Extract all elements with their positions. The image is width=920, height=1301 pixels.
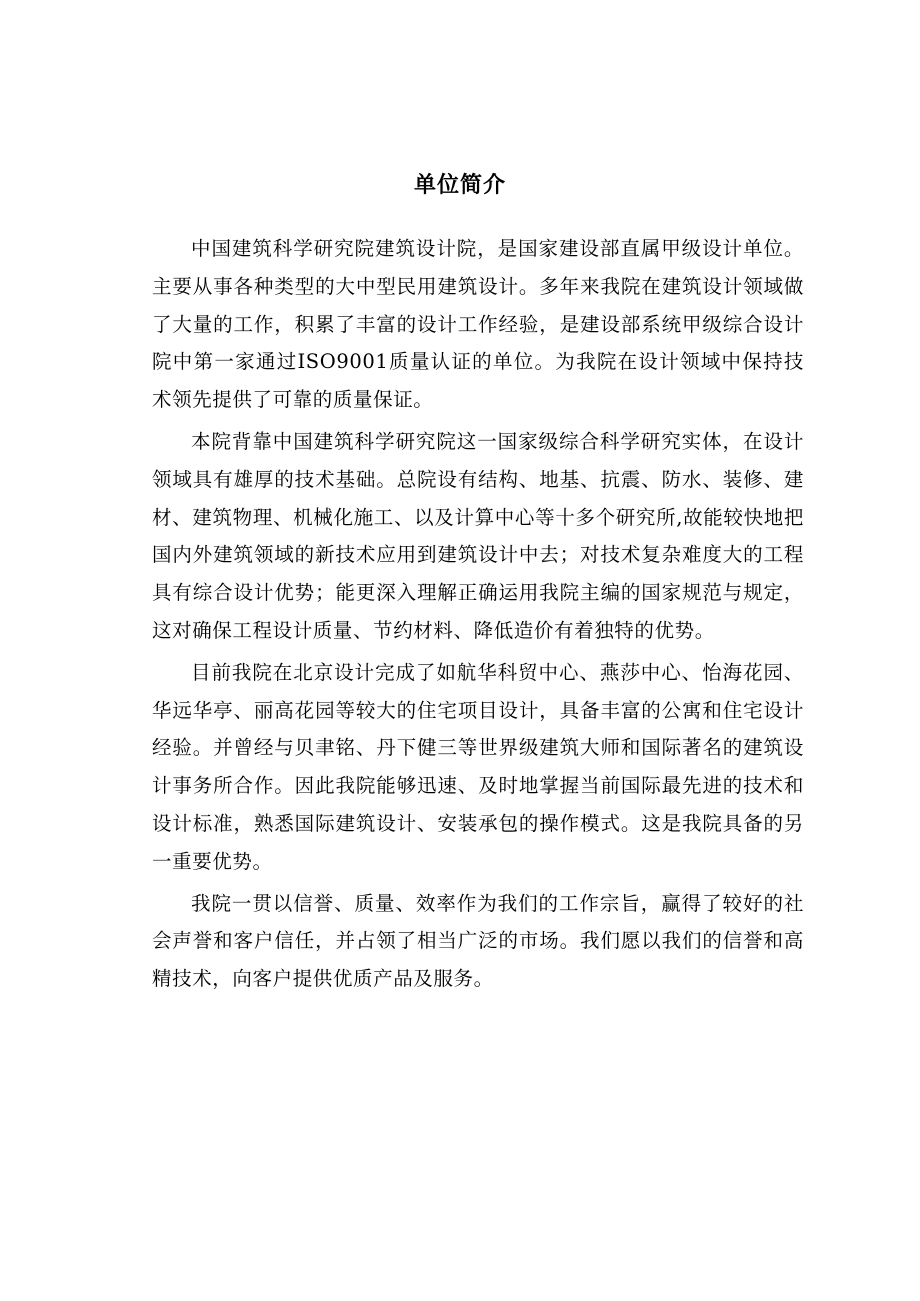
paragraph-2: 本院背靠中国建筑科学研究院这一国家级综合科学研究实体，在设计领域具有雄厚的技术基础。总院设有结构、地基、抗震、防水、装修、建材、建筑物理、机械化施工、以及计算中心等十多个研究所,故能较快地把国内外建筑领域的新技术应用到建筑设计中去；对技术复杂难度大的工程具有综合设计优势；能更深入理解正确运用我院主编的国家规范与规定，这对确保工程设计质量、节约材料、降低造价有着独特的优势。 — [152, 429, 804, 642]
page-title: 单位简介 — [413, 173, 506, 198]
paragraph-1: 中国建筑科学研究院建筑设计院，是国家建设部直属甲级设计单位。主要从事各种类型的大中型民用建筑设计。多年来我院在建筑设计领域做了大量的工作，积累了丰富的设计工作经验，是建设部系统甲级综合设计院中第一家通过ISO9001质量认证的单位。为我院在设计领域中保持技术领先提供了可靠的质量保证。 — [152, 237, 804, 412]
paragraph-3: 目前我院在北京设计完成了如航华科贸中心、燕莎中心、怡海花园、华远华亭、丽高花园等较大的住宅项目设计，具备丰富的公寓和住宅设计经验。并曾经与贝聿铭、丹下健三等世界级建筑大师和国际著名的建筑设计事务所合作。因此我院能够迅速、及时地掌握当前国际最先进的技术和设计标准，熟悉国际建筑设计、安装承包的操作模式。这是我院具备的另一重要优势。 — [152, 660, 804, 873]
document-body — [152, 230, 804, 1002]
paragraph-4: 我院一贯以信誉、质量、效率作为我们的工作宗旨，赢得了较好的社会声誉和客户信任，并占领了相当广泛的市场。我们愿以我们的信誉和高精技术，向客户提供优质产品及服务。 — [152, 891, 804, 991]
